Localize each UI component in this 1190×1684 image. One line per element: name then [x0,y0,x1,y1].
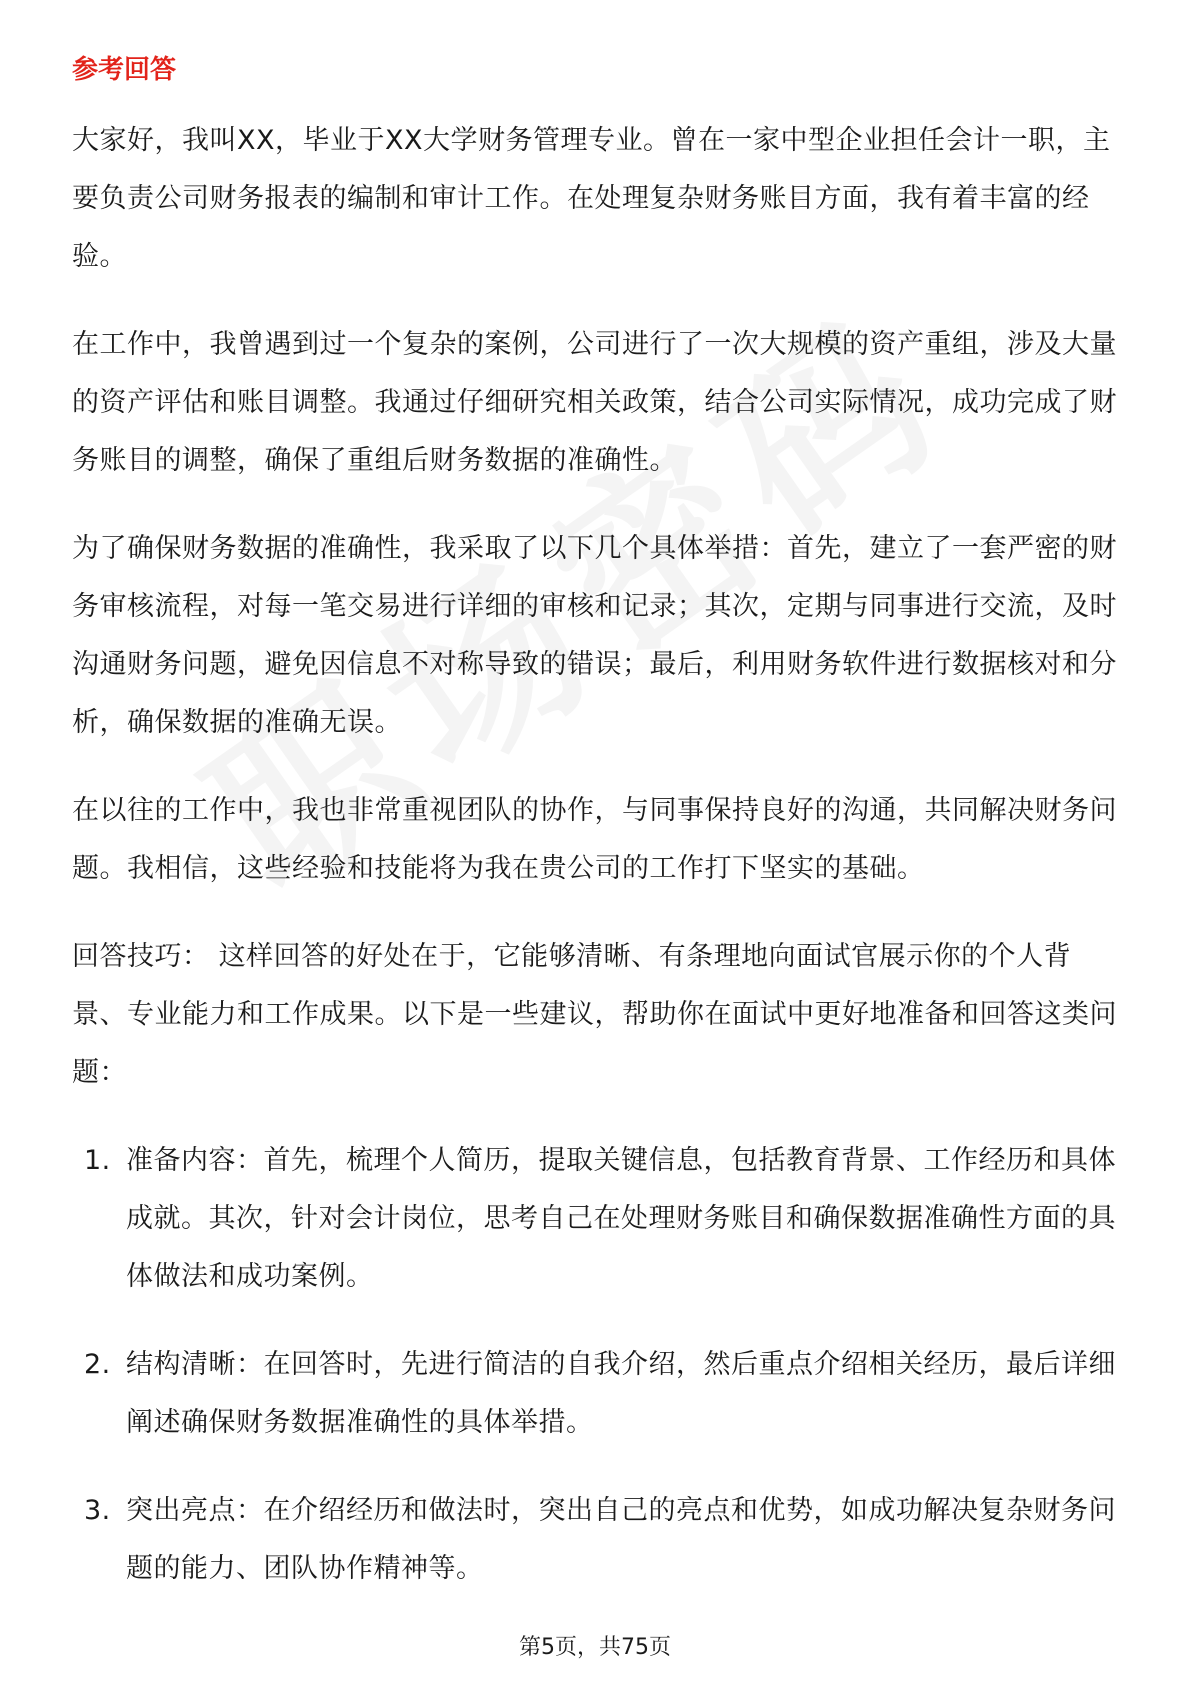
list-item-text: 准备内容：首先，梳理个人简历，提取关键信息，包括教育背景、工作经历和具体成就。其次，针对会计岗位，思考自己在处理财务账目和确保数据准确性方面的具体做法和成功案例。 [126,1145,1116,1292]
paragraph-measures: 为了确保财务数据的准确性，我采取了以下几个具体举措：首先，建立了一套严密的财务审核流程，对每一笔交易进行详细的审核和记录；其次，定期与同事进行交流，及时沟通财务问题，避免因信息不对称导致的错误；最后，利用财务软件进行数据核对和分析，确保数据的准确无误。 [72,533,1117,738]
list-item [72,1336,1118,1452]
paragraph-tips: 回答技巧： 这样回答的好处在于，它能够清晰、有条理地向面试官展示你的个人背景、专业能力和工作成果。以下是一些建议，帮助你在面试中更好地准备和回答这类问题： [72,941,1117,1088]
paragraph-teamwork: 在以往的工作中，我也非常重视团队的协作，与同事保持良好的沟通，共同解决财务问题。我相信，这些经验和技能将为我在贵公司的工作打下坚实的基础。 [72,795,1117,884]
list-item-text: 结构清晰：在回答时，先进行简洁的自我介绍，然后重点介绍相关经历，最后详细阐述确保财务数据准确性的具体举措。 [126,1349,1116,1438]
page-footer: 第5页，共75页 [519,1635,671,1660]
list-item-number: 2. [84,1349,111,1380]
list-item-text: 突出亮点：在介绍经历和做法时，突出自己的亮点和优势，如成功解决复杂财务问题的能力、团队协作精神等。 [126,1495,1116,1584]
section-title: 参考回答 [72,55,177,85]
list-item-number: 3. [84,1495,111,1526]
list-item [72,1482,1118,1598]
list-item-number: 1. [84,1145,111,1176]
main-content [72,40,1118,1628]
list-item [72,1132,1118,1306]
paragraph-intro: 大家好，我叫XX，毕业于XX大学财务管理专业。曾在一家中型企业担任会计一职，主要负责公司财务报表的编制和审计工作。在处理复杂财务账目方面，我有着丰富的经验。 [72,125,1111,272]
paragraph-case: 在工作中，我曾遇到过一个复杂的案例，公司进行了一次大规模的资产重组，涉及大量的资产评估和账目调整。我通过仔细研究相关政策，结合公司实际情况，成功完成了财务账目的调整，确保了重组后财务数据的准确性。 [72,329,1117,476]
tips-list [72,1132,1118,1598]
